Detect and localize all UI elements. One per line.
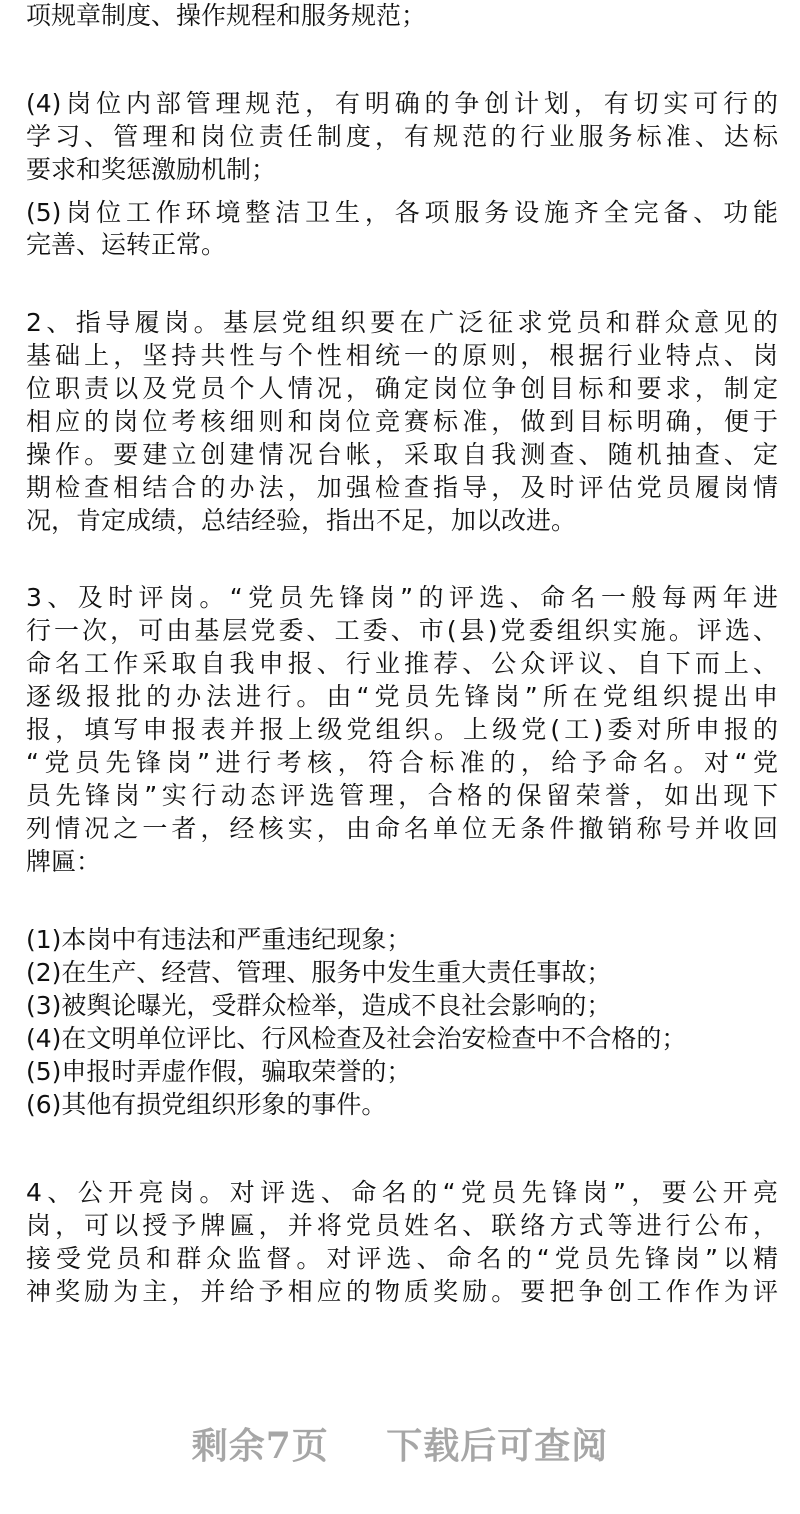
- text-line: 员先锋岗”实行动态评选管理，合格的保留荣誉，如出现下: [26, 781, 778, 810]
- text-line: 学习、管理和岗位责任制度，有规范的行业服务标准、达标: [26, 122, 778, 151]
- text-line: (3)被舆论曝光，受群众检举，造成不良社会影响的；: [26, 991, 612, 1020]
- text-line: 操作。要建立创建情况台帐，采取自我测查、随机抽查、定: [26, 440, 778, 469]
- text-line: 逐级报批的办法进行。由“党员先锋岗”所在党组织提出申: [26, 682, 778, 711]
- text-line: 行一次，可由基层党委、工委、市(县)党委组织实施。评选、: [26, 616, 778, 645]
- text-line: 2、指导履岗。基层党组织要在广泛征求党员和群众意见的: [26, 308, 778, 337]
- text-line: (4)岗位内部管理规范，有明确的争创计划，有切实可行的: [26, 89, 778, 118]
- text-line: 接受党员和群众监督。对评选、命名的“党员先锋岗”以精: [26, 1244, 778, 1273]
- text-line: (5)岗位工作环境整洁卫生，各项服务设施齐全完备、功能: [26, 198, 778, 227]
- text-line: 3、及时评岗。“党员先锋岗”的评选、命名一般每两年进: [26, 583, 778, 612]
- text-line: 相应的岗位考核细则和岗位竞赛标准，做到目标明确，便于: [26, 407, 778, 436]
- text-line: 期检查相结合的办法，加强检查指导，及时评估党员履岗情: [26, 473, 778, 502]
- text-line: (2)在生产、经营、管理、服务中发生重大责任事故；: [26, 958, 612, 987]
- text-line: (5)申报时弄虚作假，骗取荣誉的；: [26, 1057, 412, 1086]
- text-line: 神奖励为主，并给予相应的物质奖励。要把争创工作作为评: [26, 1277, 778, 1306]
- text-line: 要求和奖惩激励机制；: [26, 155, 277, 184]
- download-to-read-label: 下载后可查阅: [386, 1425, 609, 1467]
- text-line: 岗，可以授予牌匾，并将党员姓名、联络方式等进行公布，: [26, 1211, 778, 1240]
- text-line: (6)其他有损党组织形象的事件。: [26, 1090, 387, 1119]
- text-line: “党员先锋岗”进行考核，符合标准的，给予命名。对“党: [26, 748, 778, 777]
- remaining-pages-label: 剩余7页: [191, 1425, 329, 1467]
- text-line: (1)本岗中有违法和严重违纪现象；: [26, 925, 412, 954]
- text-line: 牌匾：: [26, 847, 102, 876]
- download-prompt[interactable]: [0, 1418, 800, 1469]
- text-line: 报，填写申报表并报上级党组织。上级党(工)委对所申报的: [26, 715, 778, 744]
- text-line: 项规章制度、操作规程和服务规范；: [26, 1, 427, 30]
- text-line: 况，肯定成绩，总结经验，指出不足，加以改进。: [26, 506, 577, 535]
- text-line: 基础上，坚持共性与个性相统一的原则，根据行业特点、岗: [26, 341, 778, 370]
- text-line: (4)在文明单位评比、行风检查及社会治安检查中不合格的；: [26, 1024, 687, 1053]
- text-line: 命名工作采取自我申报、行业推荐、公众评议、自下而上、: [26, 649, 778, 678]
- text-line: 完善、运转正常。: [26, 230, 227, 259]
- text-line: 列情况之一者，经核实，由命名单位无条件撤销称号并收回: [26, 814, 778, 843]
- text-line: 位职责以及党员个人情况，确定岗位争创目标和要求，制定: [26, 374, 778, 403]
- text-line: 4、公开亮岗。对评选、命名的“党员先锋岗”，要公开亮: [26, 1178, 778, 1207]
